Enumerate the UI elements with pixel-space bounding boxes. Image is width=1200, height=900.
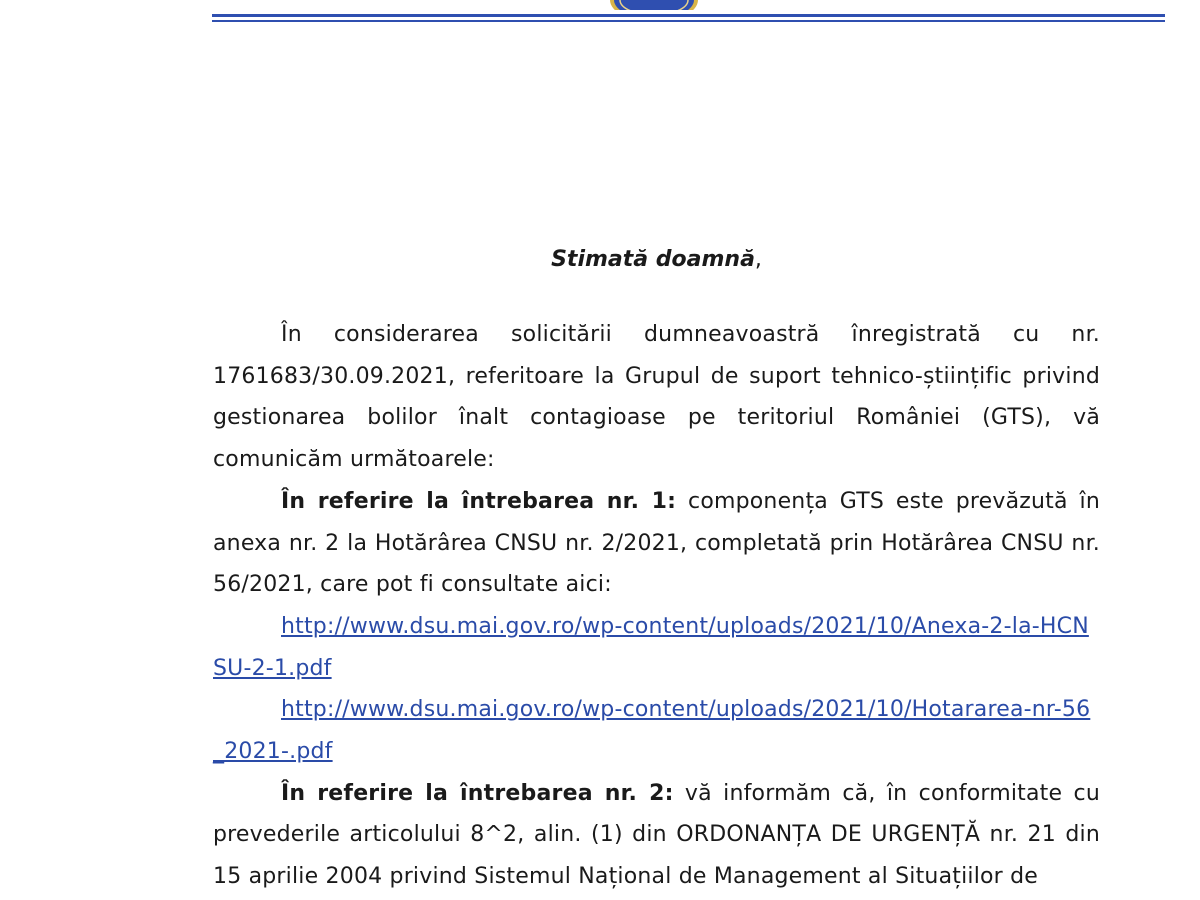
header-rule xyxy=(212,14,1165,17)
answer-1-text: componența GTS este prevăzută în anexa nr. 2 la Hotărârea CNSU nr. 2/2021, completată prin Hotărârea CNSU nr. 56/2021, care pot fi consultate aici: xyxy=(213,488,1100,598)
answer-1-lead: În referire la întrebarea nr. 1: xyxy=(281,488,677,514)
link-1-paragraph xyxy=(213,606,1100,689)
answer-2-lead: În referire la întrebarea nr. 2: xyxy=(281,780,674,806)
salutation-name: Stimată doamnă xyxy=(551,247,755,272)
link-2-paragraph xyxy=(213,689,1100,772)
salutation xyxy=(0,244,1200,276)
emblem-seal xyxy=(606,0,702,10)
salutation-comma: , xyxy=(754,247,762,272)
answer-2-paragraph xyxy=(213,773,1100,898)
intro-paragraph: În considerarea solicitării dumneavoastră înregistrată cu nr. 1761683/30.09.2021, referitoare la Grupul de suport tehnico-științific privind gestionarea bolilor înalt contagioase pe teritoriul României (GTS), vă comunicăm următoarele: xyxy=(213,322,1100,473)
answer-2-text: vă informăm că, în conformitate cu prevederile articolului 8^2, alin. (1) din ORDONANȚA DE URGENȚĂ nr. 21 din 15 aprilie 2004 privind Sistemul Național de Management al Situațiilor de xyxy=(213,780,1100,890)
answer-1-paragraph xyxy=(213,481,1100,606)
annex-2-link[interactable]: http://www.dsu.mai.gov.ro/wp-content/uploads/2021/10/Anexa-2-la-HCNSU-2-1.pdf xyxy=(213,613,1089,681)
decision-56-link[interactable]: http://www.dsu.mai.gov.ro/wp-content/uploads/2021/10/Hotararea-nr-56_2021-.pdf xyxy=(213,697,1091,765)
letter-body xyxy=(213,314,1100,898)
header-rule-secondary xyxy=(212,20,1165,22)
